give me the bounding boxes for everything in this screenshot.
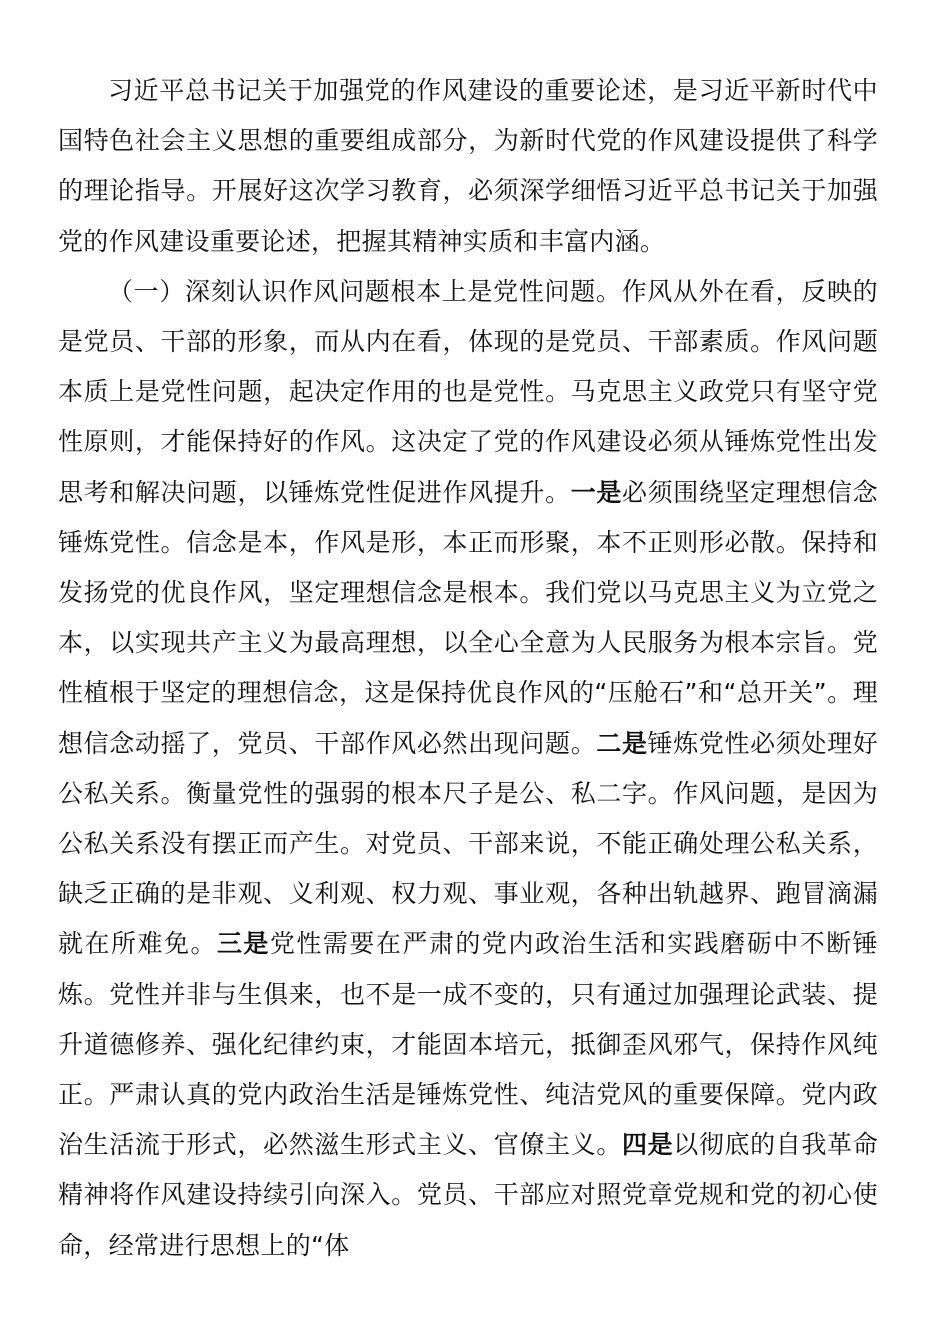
text-run: 以彻底的自我革命精神将作风建设持续引向深入。党员、干部应对照党章党规和党的初心使命，经常进行思想上的“体	[58, 1130, 878, 1260]
bold-marker-third: 三是	[216, 929, 270, 959]
text-run: 锤炼党性必须处理好公私关系。衡量党性的强弱的根本尺子是公、私二字。作风问题，是因为公私关系没有摆正而产生。对党员、干部来说，不能正确处理公私关系，缺乏正确的是非观、义利观、权力观、事业观，各种出轨越界、跑冒滴漏就在所难免。	[58, 728, 879, 959]
paragraph-section-1	[58, 267, 878, 1271]
text-run: 党性需要在严肃的党内政治生活和实践磨砺中不断锤炼。党性并非与生俱来，也不是一成不变的，只有通过加强理论武装、提升道德修养、强化纪律约束，才能固本培元，抵御歪风邪气，保持作风纯正。严肃认真的党内政治生活是锤炼党性、纯洁党风的重要保障。党内政治生活流于形式，必然滋生形式主义、官僚主义。	[58, 929, 878, 1160]
bold-marker-fourth: 四是	[621, 1130, 674, 1160]
paragraph-intro	[58, 66, 878, 267]
text-run: 必须围绕坚定理想信念锤炼党性。信念是本，作风是形，本正而形聚，本不正则形必散。保持和发扬党的优良作风，坚定理想信念是根本。我们党以马克思主义为立党之本，以实现共产主义为最高理想，以全心全意为人民服务为根本宗旨。党性植根于坚定的理想信念，这是保持优良作风的“压舱石”和“总开关”。理想信念动摇了，党员、干部作风必然出现问题。	[58, 477, 878, 758]
text-run: 习近平总书记关于加强党的作风建设的重要论述，是习近平新时代中国特色社会主义思想的重要组成部分，为新时代党的作风建设提供了科学的理论指导。开展好这次学习教育，必须深学细悟习近平总书记关于加强党的作风建设重要论述，把握其精神实质和丰富内涵。	[58, 76, 878, 256]
document-page	[58, 66, 878, 1271]
bold-marker-second: 二是	[596, 728, 648, 758]
bold-marker-first: 一是	[570, 477, 622, 507]
text-run: （一）深刻认识作风问题根本上是党性问题。作风从外在看，反映的是党员、干部的形象，而从内在看，体现的是党员、干部素质。作风问题本质上是党性问题，起决定作用的也是党性。马克思主义政党只有坚守党性原则，才能保持好的作风。这决定了党的作风建设必须从锤炼党性出发思考和解决问题，以锤炼党性促进作风提升。	[58, 276, 878, 507]
